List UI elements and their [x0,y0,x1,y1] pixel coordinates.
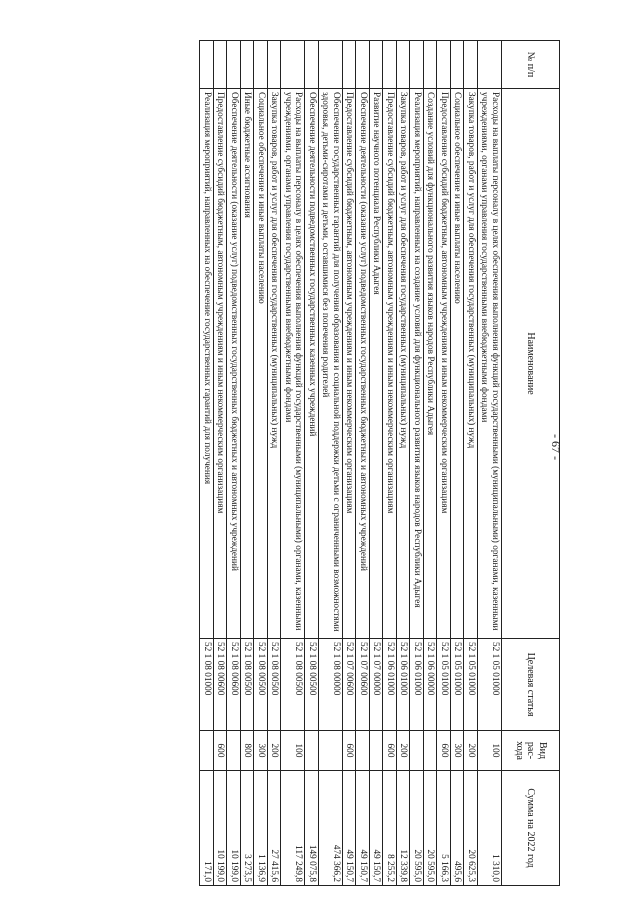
num-cell [214,41,228,89]
kind-cell: 200 [464,731,478,771]
amount-cell: 49 150,7 [343,771,357,886]
table-row [319,41,343,886]
name-cell: Закупка товаров, работ и услуг для обеспечения государственных (муниципальных) нужд [268,89,282,639]
amount-cell: 10 199,0 [227,771,241,886]
header-target: Целевая статья [502,639,560,731]
amount-cell: 20 595,0 [424,771,438,886]
table-body [200,41,502,886]
num-cell [424,41,438,89]
target-cell: 52 1 05 01000 [437,639,451,731]
amount-cell: 495,6 [451,771,465,886]
amount-cell: 12 339,8 [397,771,411,886]
num-cell [478,41,502,89]
target-cell: 52 1 08 00500 [241,639,255,731]
table-row [478,41,502,886]
name-cell: Обеспечение государственных гарантий для получения образования и социальной поддержки детьми с ограниченными возможностями здоровья, детьми-сиротами и детьми, оставшимися без попечения родителей [319,89,343,639]
num-cell [356,41,370,89]
num-cell [437,41,451,89]
kind-cell: 600 [383,731,397,771]
target-cell: 52 1 08 01000 [200,639,214,731]
target-cell: 52 1 08 00500 [254,639,268,731]
num-cell [397,41,411,89]
table-row [424,41,438,886]
table-row [214,41,228,886]
name-cell: Иные бюджетные ассигнования [241,89,255,639]
amount-cell: 49 150,7 [356,771,370,886]
kind-cell: 300 [451,731,465,771]
kind-cell: 300 [254,731,268,771]
kind-cell: 800 [241,731,255,771]
table-row [370,41,384,886]
table-row [305,41,319,886]
num-cell [319,41,343,89]
target-cell: 52 1 05 01000 [478,639,502,731]
target-cell: 52 1 07 00600 [356,639,370,731]
num-cell [241,41,255,89]
num-cell [227,41,241,89]
kind-cell [305,731,319,771]
kind-cell [227,731,241,771]
num-cell [305,41,319,89]
name-cell: Реализация мероприятий, направленных на обеспечение государственных гарантий для получения [200,89,214,639]
num-cell [281,41,305,89]
name-cell: Обеспечение деятельности (оказание услуг) подведомственных государственных бюджетных и автономных учреждений [356,89,370,639]
name-cell: Создание условий для функционального развития языков народов Республики Адыгея [424,89,438,639]
table-row [356,41,370,886]
target-cell: 52 1 08 00600 [227,639,241,731]
name-cell: Закупка товаров, работ и услуг для обеспечения государственных (муниципальных) нужд [464,89,478,639]
header-num: № п/п [502,41,560,89]
table-row [254,41,268,886]
amount-cell: 49 150,7 [370,771,384,886]
table-row [451,41,465,886]
kind-cell: 200 [397,731,411,771]
name-cell: Предоставление субсидий бюджетным, автономным учреждениям и иным некоммерческим организациям [437,89,451,639]
amount-cell: 1 310,0 [478,771,502,886]
target-cell: 52 1 05 01000 [451,639,465,731]
table-row [410,41,424,886]
table-row [281,41,305,886]
name-cell: Обеспечение деятельности (оказание услуг) подведомственных государственных бюджетных и автономных учреждений [227,89,241,639]
num-cell [451,41,465,89]
name-cell: Расходы на выплаты персоналу в целях обеспечения выполнения функций государственными (муниципальными) органами, казенными учреждениями, органами управления государственными внебюджетными фондами [478,89,502,639]
name-cell: Закупка товаров, работ и услуг для обеспечения государственных (муниципальных) нужд [397,89,411,639]
kind-cell: 600 [437,731,451,771]
name-cell: Социальное обеспечение и иные выплаты населению [254,89,268,639]
target-cell: 52 1 08 00500 [281,639,305,731]
kind-cell [410,731,424,771]
kind-cell: 200 [268,731,282,771]
name-cell: Расходы на выплаты персоналу в целях обеспечения выполнения функций государственными (муниципальными) органами, казенными учреждениями, органами управления государственными внебюджетными фондами [281,89,305,639]
kind-cell [424,731,438,771]
table-row [464,41,478,886]
table-row [437,41,451,886]
num-cell [464,41,478,89]
target-cell: 52 1 08 00500 [268,639,282,731]
name-cell: Предоставление субсидий бюджетным, автономным учреждениям и иным некоммерческим организациям [383,89,397,639]
amount-cell: 474 366,2 [319,771,343,886]
target-cell: 52 1 06 01000 [397,639,411,731]
num-cell [410,41,424,89]
name-cell: Предоставление субсидий бюджетным, автономным учреждениям и иным некоммерческим организациям [343,89,357,639]
amount-cell: 20 595,0 [410,771,424,886]
kind-cell: 600 [343,731,357,771]
target-cell: 52 1 08 00000 [319,639,343,731]
amount-cell: 171,0 [200,771,214,886]
num-cell [343,41,357,89]
header-amount: Сумма на 2022 год [502,771,560,886]
header-name: Наименование [502,89,560,639]
table-row [343,41,357,886]
rotated-page [125,40,560,885]
amount-cell: 3 273,5 [241,771,255,886]
target-cell: 52 1 06 01000 [410,639,424,731]
amount-cell: 10 199,0 [214,771,228,886]
kind-cell: 600 [214,731,228,771]
name-cell: Развитие научного потенциала Республики Адыгея [370,89,384,639]
kind-cell [356,731,370,771]
amount-cell: 117 249,8 [281,771,305,886]
amount-cell: 8 255,2 [383,771,397,886]
name-cell: Обеспечение деятельности подведомственных государственных казенных учреждений [305,89,319,639]
table-row [200,41,214,886]
kind-cell: 100 [281,731,305,771]
page-number: - 67 - [549,434,563,460]
kind-cell [370,731,384,771]
table-row [227,41,241,886]
num-cell [370,41,384,89]
header-kind: Вид рас-хода [502,731,560,771]
num-cell [268,41,282,89]
amount-cell: 1 136,9 [254,771,268,886]
target-cell: 52 1 06 01000 [383,639,397,731]
table-row [268,41,282,886]
target-cell: 52 1 08 00600 [214,639,228,731]
amount-cell: 5 166,3 [437,771,451,886]
table-row [397,41,411,886]
kind-cell [319,731,343,771]
target-cell: 52 1 06 00000 [424,639,438,731]
kind-cell: 100 [478,731,502,771]
amount-cell: 20 625,3 [464,771,478,886]
table-header-row [502,41,560,886]
name-cell: Предоставление субсидий бюджетным, автономным учреждениям и иным некоммерческим организациям [214,89,228,639]
name-cell: Реализация мероприятий, направленных на создание условий для функционального развития языков народов Республики Адыгея [410,89,424,639]
amount-cell: 27 415,6 [268,771,282,886]
amount-cell: 149 075,8 [305,771,319,886]
num-cell [254,41,268,89]
table-row [383,41,397,886]
name-cell: Социальное обеспечение и иные выплаты населению [451,89,465,639]
num-cell [383,41,397,89]
target-cell: 52 1 08 00500 [305,639,319,731]
table-row [241,41,255,886]
target-cell: 52 1 07 00600 [343,639,357,731]
target-cell: 52 1 05 01000 [464,639,478,731]
kind-cell [200,731,214,771]
budget-table [200,40,561,886]
target-cell: 52 1 07 00000 [370,639,384,731]
num-cell [200,41,214,89]
